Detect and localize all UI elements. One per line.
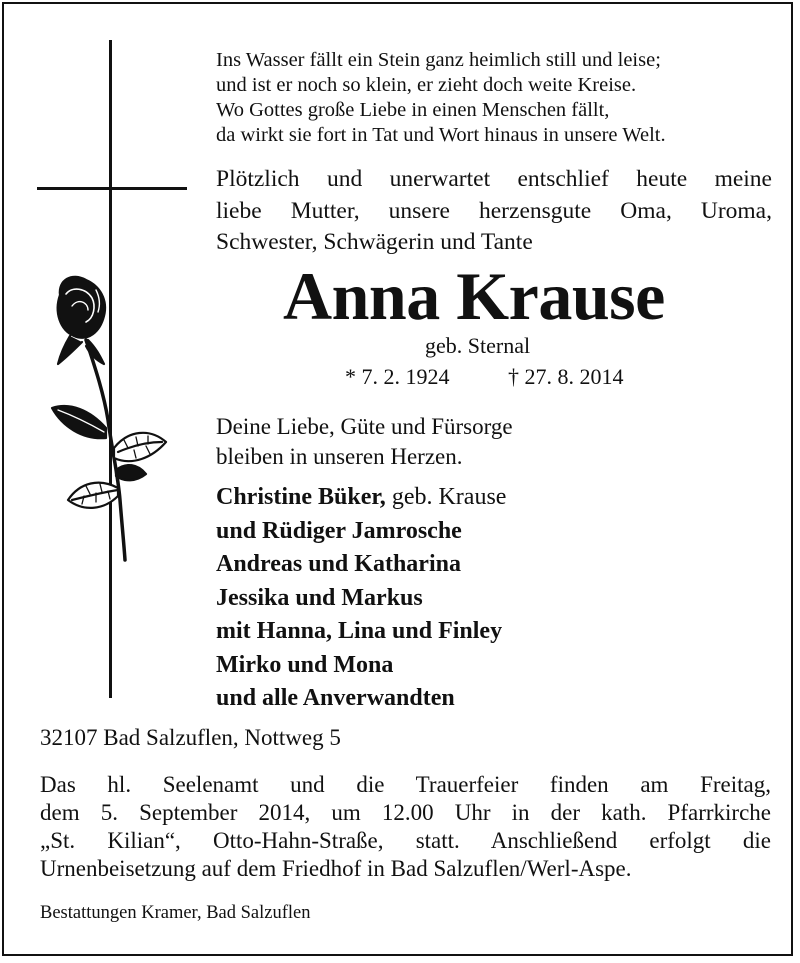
mourner-line: und Rüdiger Jamrosche [216, 517, 462, 544]
poem-line: und ist er noch so klein, er zieht doch weite Kreise. [216, 74, 637, 96]
mourner-maiden-name: geb. Krause [385, 484, 507, 510]
poem-line: da wirkt sie fort in Tat und Wort hinaus in unsere Welt. [216, 124, 666, 146]
service-line: dem 5. September 2014, um 12.00 Uhr in der kath. Pfarrkirche [40, 800, 771, 825]
mourner-line [216, 481, 506, 515]
mourner-line: Jessika und Markus [216, 584, 423, 611]
poem-line: Wo Gottes große Liebe in einen Menschen fällt, [216, 99, 610, 121]
service-line: Das hl. Seelenamt und die Trauerfeier finden am Freitag, [40, 772, 771, 797]
mourner-line: mit Hanna, Lina und Finley [216, 618, 503, 644]
service-line: Urnenbeisetzung auf dem Friedhof in Bad Salzuflen/Werl-Aspe. [40, 856, 632, 881]
maiden-name: geb. Sternal [425, 333, 531, 358]
intro-line: liebe Mutter, unsere herzensgute Oma, Uroma, [216, 197, 772, 224]
poem [216, 48, 666, 148]
undertaker: Bestattungen Kramer, Bad Salzuflen [40, 903, 311, 923]
birth-date: * 7. 2. 1924 [345, 364, 450, 389]
tribute-text [216, 412, 513, 471]
tribute-line: Deine Liebe, Güte und Fürsorge [216, 414, 513, 439]
tribute-line: bleiben in unseren Herzen. [216, 443, 463, 469]
mourner-line: Mirko und Mona [216, 651, 394, 678]
cross-icon [37, 40, 187, 698]
death-date: † 27. 8. 2014 [508, 364, 624, 389]
service-line: „St. Kilian“, Otto-Hahn-Straße, statt. Anschließend erfolgt die [40, 828, 771, 853]
poem-line: Ins Wasser fällt ein Stein ganz heimlich still und leise; [216, 49, 661, 71]
intro-line: Plötzlich und unerwartet entschlief heute meine [216, 166, 772, 192]
funeral-service-info [40, 771, 771, 883]
mourner-name: Christine Büker, [216, 484, 386, 510]
mourner-line: Andreas und Katharina [216, 551, 461, 577]
mourner-line: und alle Anverwandten [216, 685, 455, 711]
death-announcement-intro [216, 164, 772, 259]
intro-line: Schwester, Schwägerin und Tante [216, 229, 533, 255]
deceased-name: Anna Krause [283, 258, 665, 334]
address: 32107 Bad Salzuflen, Nottweg 5 [40, 725, 341, 750]
mourners-list [216, 481, 506, 716]
